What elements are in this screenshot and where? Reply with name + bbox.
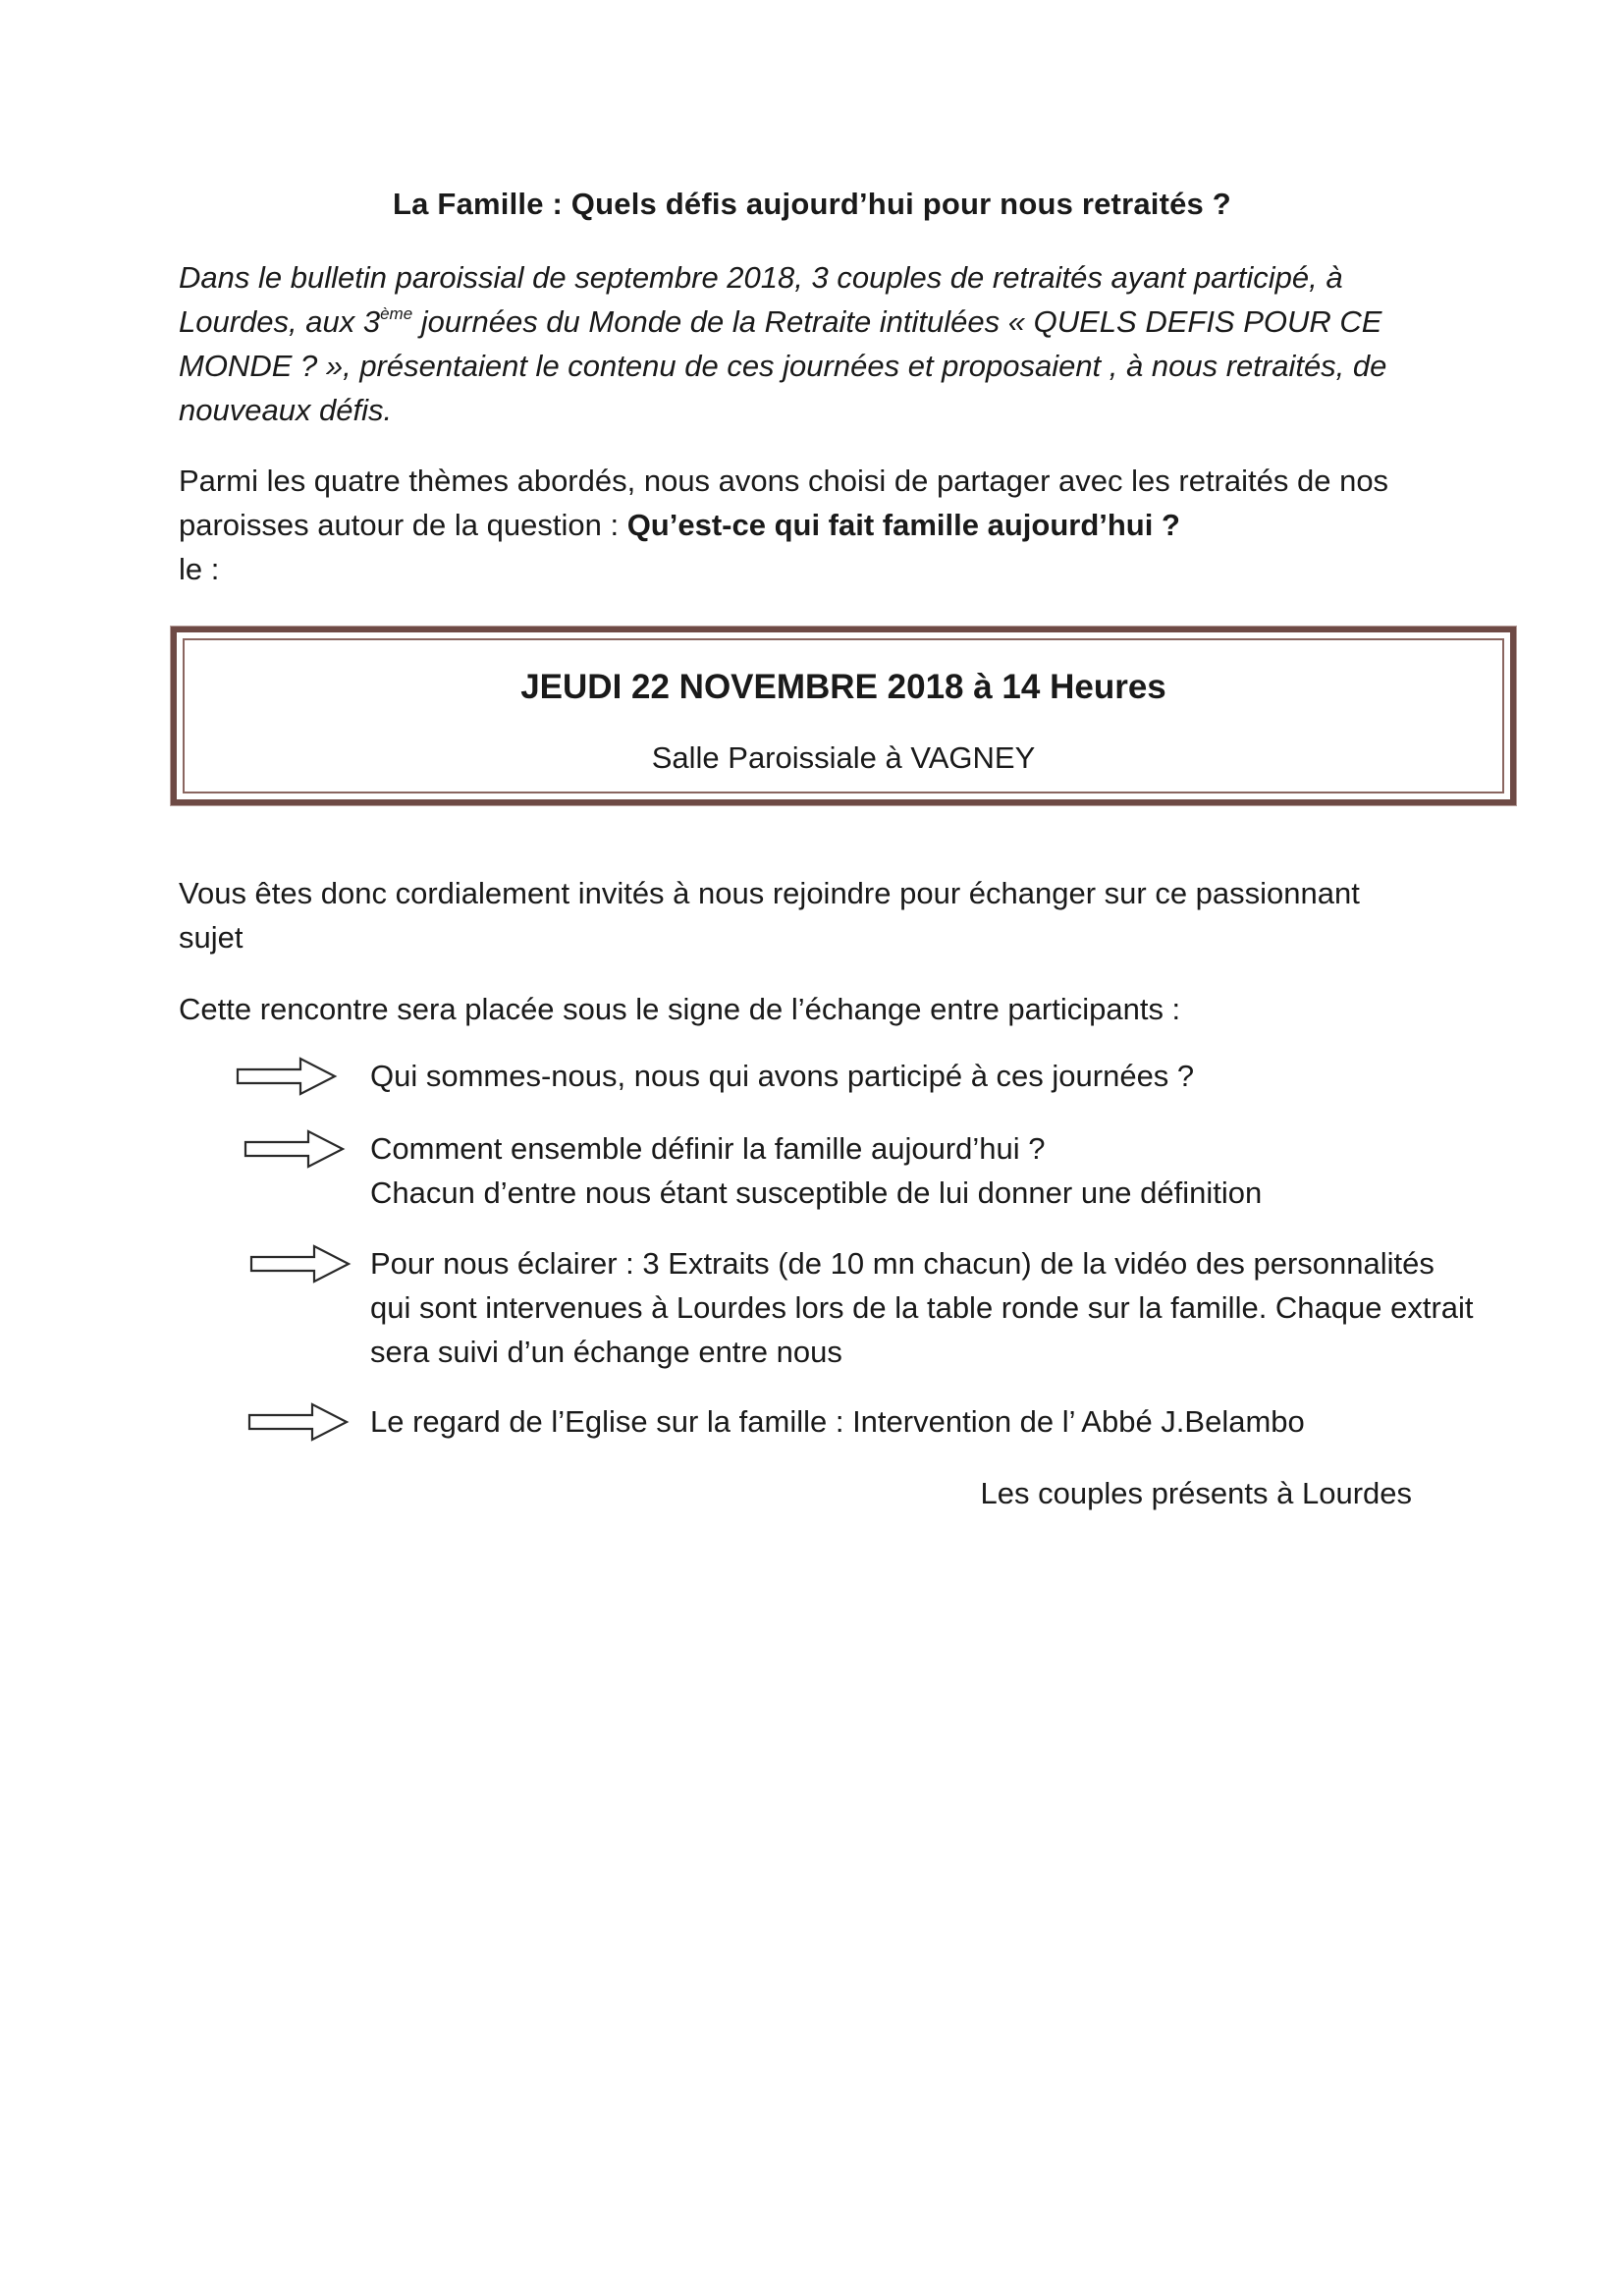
signature: Les couples présents à Lourdes [980, 1476, 1412, 1510]
invitation-paragraph: Vous êtes donc cordialement invités à nous rejoindre pour échanger sur ce passionnant sujet [179, 876, 1360, 955]
intro-superscript: ème [380, 304, 413, 323]
themes-question: Qu’est-ce qui fait famille aujourd’hui ? [626, 508, 1180, 542]
right-arrow-icon [236, 1054, 338, 1099]
page-title: La Famille : Quels défis aujourd’hui pour nous retraités ? [393, 187, 1231, 221]
themes-paragraph [179, 459, 1426, 591]
themes-text: Parmi les quatre thèmes abordés, nous avons choisi de partager avec les retraités de nos paroisses autour de la question : [179, 464, 1389, 542]
bullet-line: Comment ensemble définir la famille aujourd’hui ? [370, 1131, 1046, 1166]
right-arrow-icon [247, 1399, 350, 1445]
right-arrow-icon [249, 1241, 352, 1286]
bullet-text: Pour nous éclairer : 3 Extraits (de 10 mn chacun) de la vidéo des personnalités qui sont intervenues à Lourdes lors de la table ronde sur la famille. Chaque extrait sera suivi d’un échange entre nous [370, 1246, 1474, 1369]
bullet-text [370, 1126, 1480, 1215]
intro-paragraph [179, 255, 1426, 432]
right-arrow-icon [244, 1126, 346, 1172]
rencontre-paragraph: Cette rencontre sera placée sous le signe de l’échange entre participants : [179, 992, 1181, 1026]
intro-text-part1: Dans le bulletin paroissial de septembre 2018, 3 couples de retraités ayant participé, à Lourdes, aux 3 [179, 260, 1343, 339]
themes-after: le : [179, 552, 220, 586]
bullet-text: Qui sommes-nous, nous qui avons participé à ces journées ? [370, 1059, 1195, 1093]
event-box [171, 627, 1516, 805]
intro-text-part2: journées du Monde de la Retraite intitulées « QUELS DEFIS POUR CE MONDE ? », présentaient le contenu de ces journées et proposaient , à nous retraités, de nouveaux défis. [179, 304, 1387, 427]
event-date: JEUDI 22 NOVEMBRE 2018 à 14 Heures [520, 668, 1166, 706]
bullet-text: Le regard de l’Eglise sur la famille : Intervention de l’ Abbé J.Belambo [370, 1404, 1305, 1439]
event-place: Salle Paroissiale à VAGNEY [651, 740, 1036, 775]
bullet-line: Chacun d’entre nous étant susceptible de lui donner une définition [370, 1175, 1263, 1210]
